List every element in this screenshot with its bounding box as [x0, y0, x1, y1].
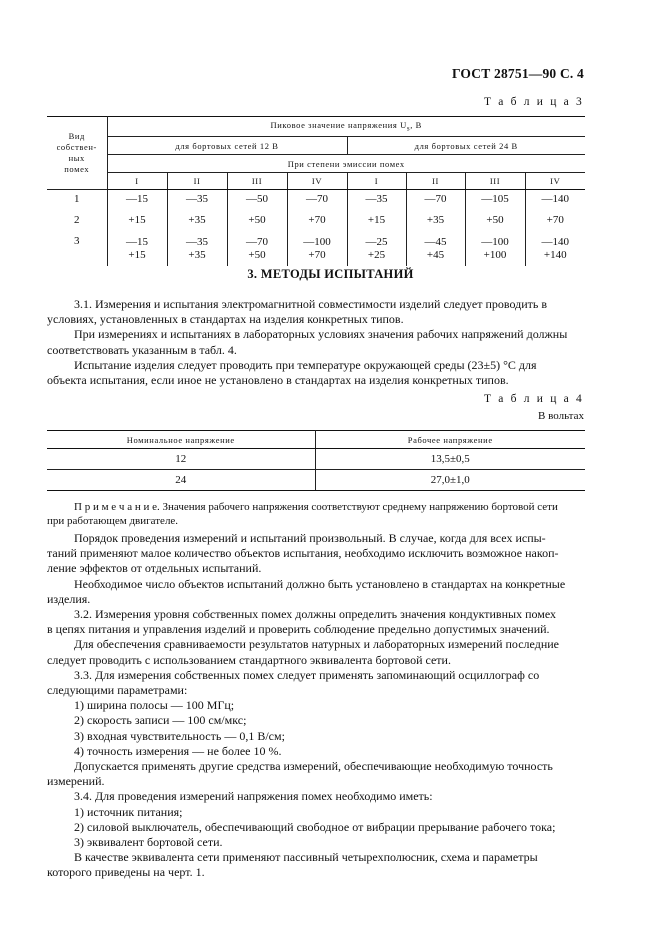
degree-label: II — [167, 173, 227, 190]
value-cell: —35 — [347, 190, 406, 210]
text-line: Необходимое число объектов испытаний должно быть установлено в стандартах на конкретные — [74, 576, 566, 591]
text-line: В качестве эквивалента сети применяют пассивный четырехполюсник, схема и параметры — [74, 850, 538, 865]
value-cell: —140 — [525, 190, 585, 210]
table-row — [47, 470, 585, 491]
text-line: 3) эквивалент бортовой сети. — [74, 835, 223, 850]
text-line: 3.2. Измерения уровня собственных помех должны определить значения кондуктивных помех — [74, 607, 557, 622]
value-cell: +15 — [347, 210, 406, 232]
page-header: ГОСТ 28751—90 С. 4 — [451, 66, 584, 81]
nominal-voltage-header: Номинальное напряжение — [47, 431, 315, 449]
degree-label: IV — [525, 173, 585, 190]
working-voltage-header: Рабочее напряжение — [315, 431, 585, 449]
value-cell: —50 — [227, 190, 287, 210]
value-cell: —35 +35 — [167, 232, 227, 266]
value-cell: +35 — [406, 210, 465, 232]
kind-cell: 2 — [47, 210, 107, 232]
table-row — [47, 210, 585, 232]
text-line: 1) источник питания; — [74, 804, 183, 819]
value-cell: +70 — [525, 210, 585, 232]
degree-label: II — [406, 173, 465, 190]
nominal-voltage-cell: 24 — [47, 470, 315, 491]
text-line: следующими параметрами: — [47, 683, 188, 698]
table-row — [47, 232, 585, 266]
text-line: Испытание изделия следует проводить при температуре окружающей среды (23±5) °С для — [74, 357, 537, 372]
section-title: 3. МЕТОДЫ ИСПЫТАНИЙ — [247, 267, 414, 281]
text-line: 3.3. Для измерения собственных помех следует применять запоминающий осциллограф со — [74, 667, 540, 682]
net12-header: для бортовых сетей 12 В — [107, 137, 347, 155]
text-line: объекта испытания, если иное не установлено в стандартах на изделия конкретных типов. — [47, 373, 509, 388]
text-line: ление эффектов от отдельных испытаний. — [47, 561, 262, 576]
table4-caption: Т а б л и ц а 4 — [483, 393, 584, 405]
table-4 — [47, 430, 585, 491]
text-line: в цепях питания и управления изделий и проверить соблюдение предельно допустимых значений. — [47, 622, 550, 637]
degree-label: IV — [287, 173, 347, 190]
text-line: П р и м е ч а н и е. Значения рабочего напряжения соответствуют среднему напряжению бортовой сети — [74, 501, 558, 513]
text-line: следует проводить с использованием стандартного эквивалента бортовой сети. — [47, 652, 451, 667]
paragraph-3-1 — [47, 297, 585, 388]
degree-label: III — [465, 173, 525, 190]
text-line: таний применяют малое количество объектов испытания, необходимо исключить возможное накоп- — [47, 546, 559, 561]
value-cell: —100 +100 — [465, 232, 525, 266]
text-line: При измерениях и испытаниях в лабораторных условиях значения рабочих напряжений должны — [74, 327, 568, 342]
text-line: соответствовать указанным в табл. 4. — [47, 342, 237, 357]
value-cell: —35 — [167, 190, 227, 210]
degree-label: I — [347, 173, 406, 190]
table-row — [47, 449, 585, 470]
value-cell: —70 +50 — [227, 232, 287, 266]
text-line: при работающем двигателе. — [47, 515, 179, 527]
working-voltage-cell: 27,0±1,0 — [315, 470, 585, 491]
value-cell: +15 — [107, 210, 167, 232]
text-line: 1) ширина полосы — 100 МГц; — [74, 698, 235, 713]
value-cell: —70 — [406, 190, 465, 210]
value-cell: —15 +15 — [107, 232, 167, 266]
kind-header: Вид собствен- ных помех — [47, 117, 107, 190]
value-cell: +70 — [287, 210, 347, 232]
text-line: измерений. — [47, 774, 105, 789]
value-cell: —105 — [465, 190, 525, 210]
text-line: 4) точность измерения — не более 10 %. — [74, 743, 282, 758]
value-cell: —15 — [107, 190, 167, 210]
body-text — [47, 531, 585, 881]
text-line: 3) входная чувствительность — 0,1 В/см; — [74, 728, 285, 743]
degree-label: III — [227, 173, 287, 190]
text-line: Допускается применять другие средства измерений, обеспечивающие необходимую точность — [74, 759, 553, 774]
table-row — [47, 190, 585, 210]
table-3 — [47, 116, 585, 266]
value-cell: —25 +25 — [347, 232, 406, 266]
value-cell: —100 +70 — [287, 232, 347, 266]
kind-cell: 3 — [47, 232, 107, 266]
text-line: Для обеспечения сравниваемости результатов натурных и лабораторных измерений последние — [74, 637, 559, 652]
degree-label: I — [107, 173, 167, 190]
text-line: условиях, установленных в стандартах на изделия конкретных типов. — [47, 312, 404, 327]
text-line: изделия. — [47, 591, 91, 606]
emission-degree-header: При степени эмиссии помех — [107, 155, 585, 173]
table4-unit: В вольтах — [538, 410, 584, 422]
table-note — [47, 500, 585, 528]
text-line: 3.1. Измерения и испытания электромагнитной совместимости изделий следует проводить в — [74, 297, 548, 311]
table3-caption: Т а б л и ц а 3 — [483, 96, 584, 108]
text-line: 2) силовой выключатель, обеспечивающий свободное от вибрации прерывание рабочего тока; — [74, 819, 556, 834]
text-line: Порядок проведения измерений и испытаний произвольный. В случае, когда для всех испы- — [74, 531, 546, 545]
kind-cell: 1 — [47, 190, 107, 210]
text-line: 3.4. Для проведения измерений напряжения помех необходимо иметь: — [74, 789, 433, 804]
nominal-voltage-cell: 12 — [47, 449, 315, 470]
value-cell: —45 +45 — [406, 232, 465, 266]
value-cell: +50 — [227, 210, 287, 232]
net24-header: для бортовых сетей 24 В — [347, 137, 585, 155]
text-line: которого приведены на черт. 1. — [47, 865, 205, 880]
working-voltage-cell: 13,5±0,5 — [315, 449, 585, 470]
value-cell: —70 — [287, 190, 347, 210]
text-line: 2) скорость записи — 100 см/мкс; — [74, 713, 247, 728]
value-cell: +35 — [167, 210, 227, 232]
value-cell: —140 +140 — [525, 232, 585, 266]
peak-voltage-header: Пиковое значение напряжения $U_s$, В — [107, 117, 585, 137]
value-cell: +50 — [465, 210, 525, 232]
